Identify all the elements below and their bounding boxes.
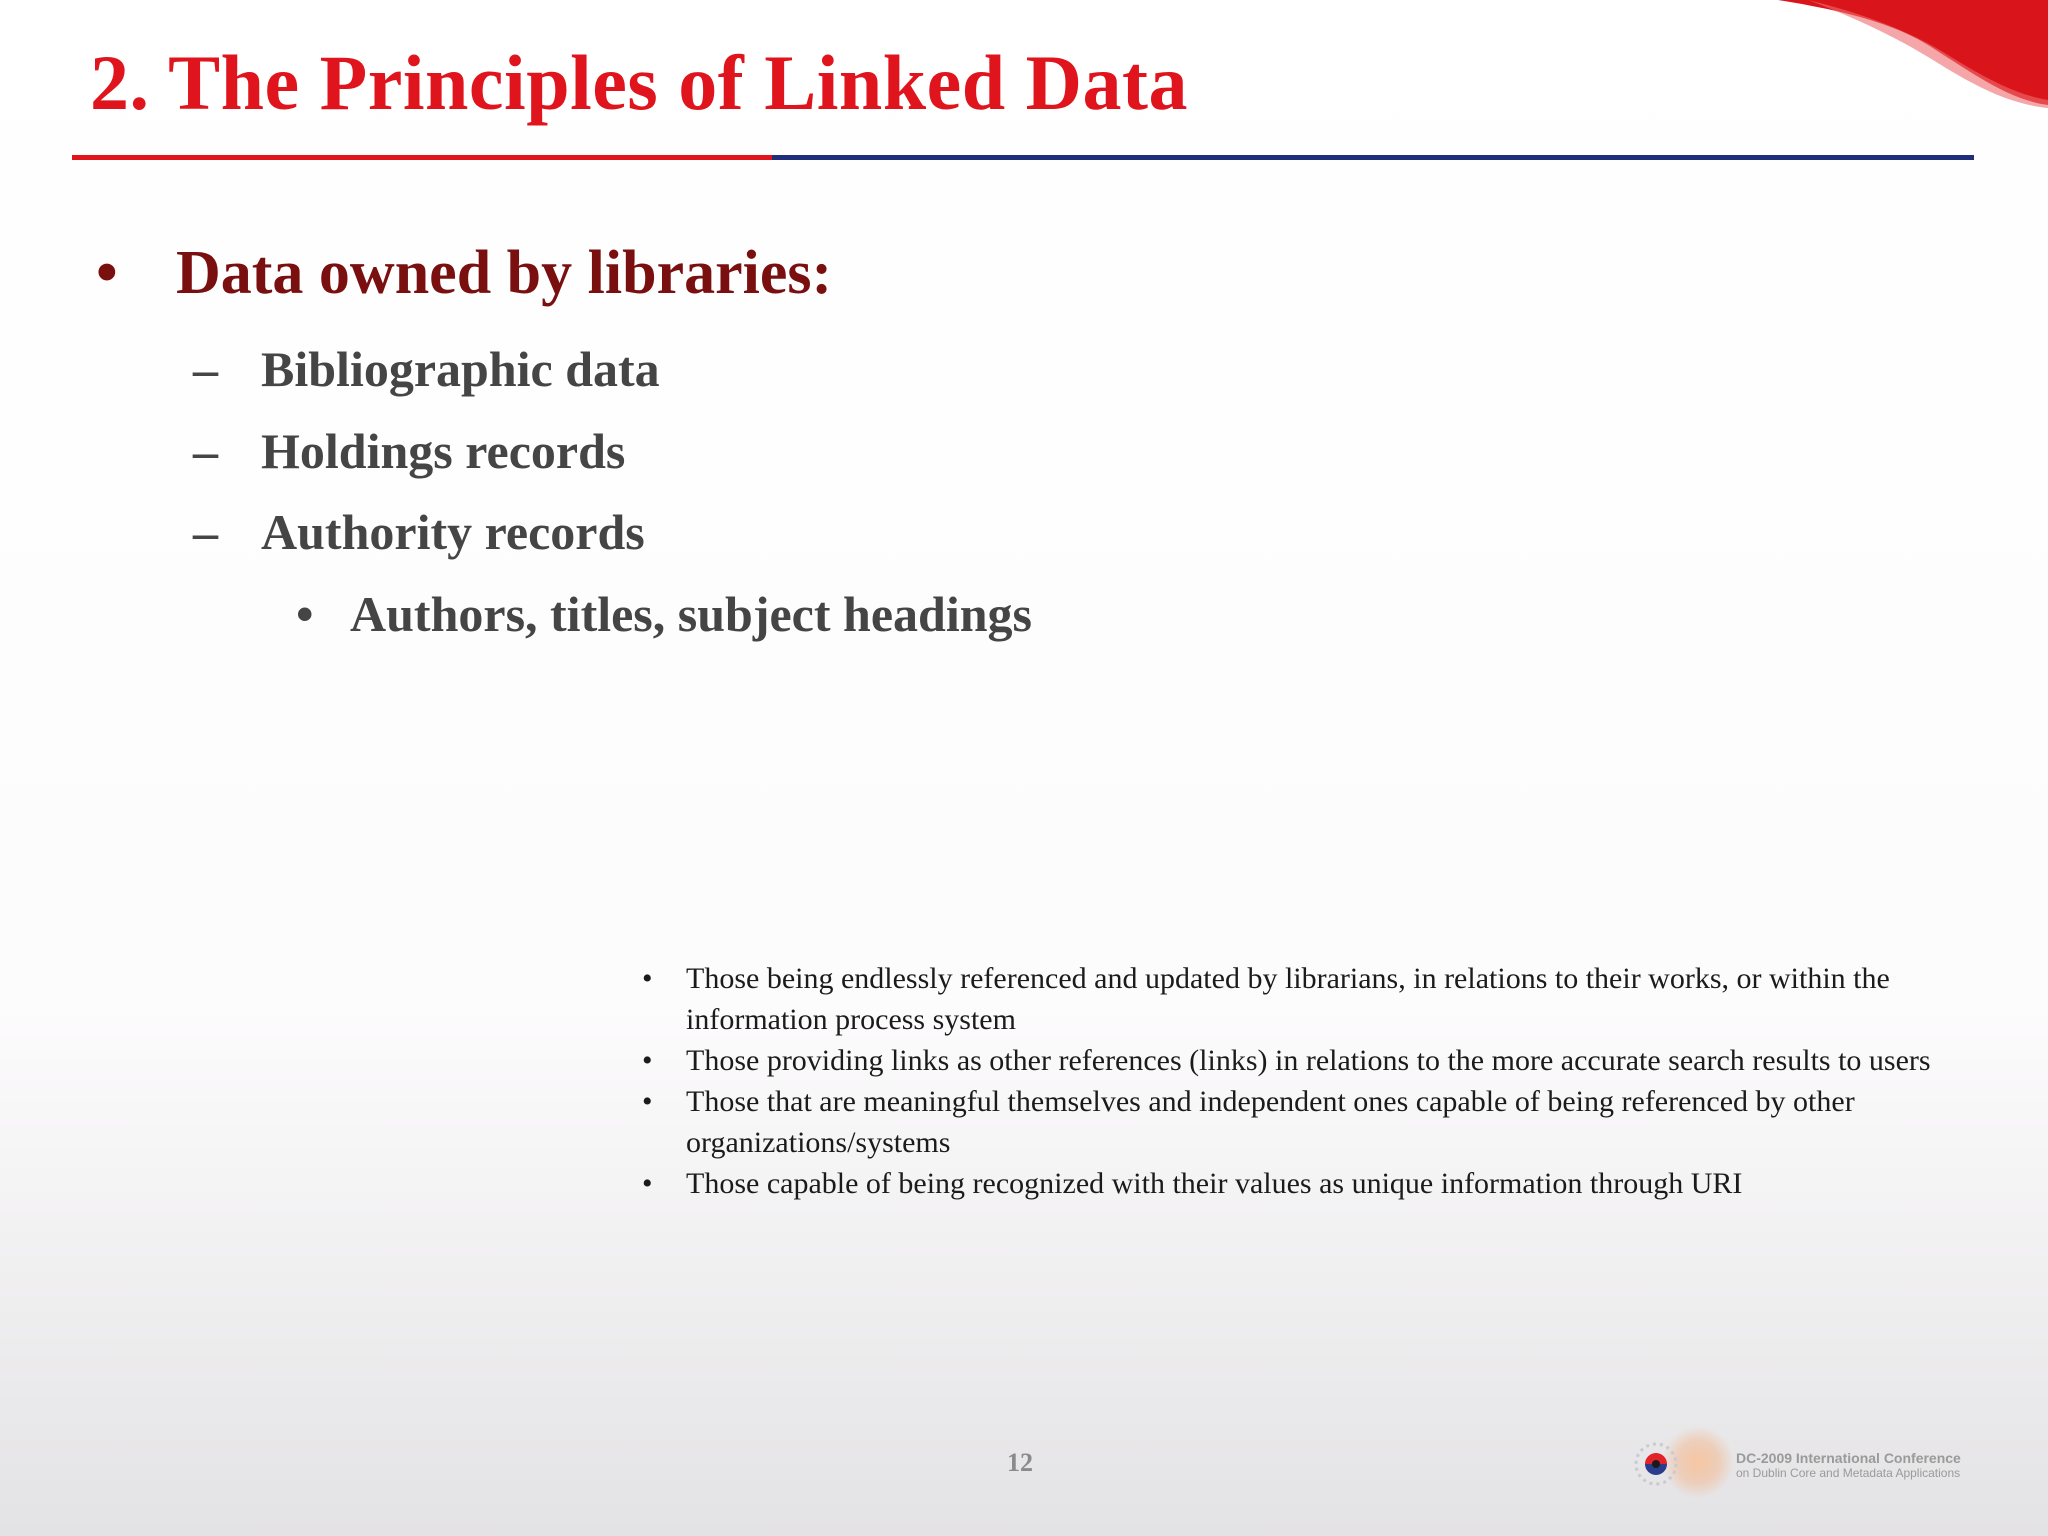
sub-item	[193, 340, 660, 398]
dash-marker: –	[193, 423, 218, 479]
sub-item	[193, 503, 645, 561]
sub-item-text: Bibliographic data	[261, 341, 660, 397]
dash-marker: –	[193, 341, 218, 397]
note-item: • Those capable of being recognized with their values as unique information through URI	[640, 1163, 1940, 1204]
conference-logo	[1626, 1420, 2006, 1510]
heading-bullet-text: Data owned by libraries:	[176, 239, 833, 307]
conference-logo-line-2: on Dublin Core and Metadata Applications	[1736, 1466, 1961, 1480]
sub-item-text: Authority records	[261, 504, 645, 560]
bullet-marker: •	[296, 586, 314, 642]
note-item: • Those that are meaningful themselves and independent ones capable of being referenced by other organizations/systems	[640, 1081, 1940, 1163]
bullet-marker: •	[96, 239, 118, 307]
slide-title: 2. The Principles of Linked Data	[90, 39, 1188, 126]
note-item: • Those providing links as other references (links) in relations to the more accurate search results to users	[640, 1040, 1940, 1081]
conference-logo-text	[1736, 1450, 1961, 1481]
conference-emblem-icon	[1626, 1420, 1736, 1510]
dash-marker: –	[193, 504, 218, 560]
sub-sub-item-text: Authors, titles, subject headings	[350, 586, 1032, 642]
sub-item	[193, 422, 625, 480]
note-item: • Those being endlessly referenced and updated by librarians, in relations to their works, or within the information process system	[640, 958, 1940, 1040]
conference-logo-line-1: DC-2009 International Conference	[1736, 1450, 1961, 1466]
sub-sub-item	[296, 585, 1032, 643]
notes-list	[640, 958, 1940, 1204]
page-number: 12	[1007, 1448, 1033, 1477]
sub-item-text: Holdings records	[261, 423, 626, 479]
heading-bullet	[92, 238, 832, 309]
